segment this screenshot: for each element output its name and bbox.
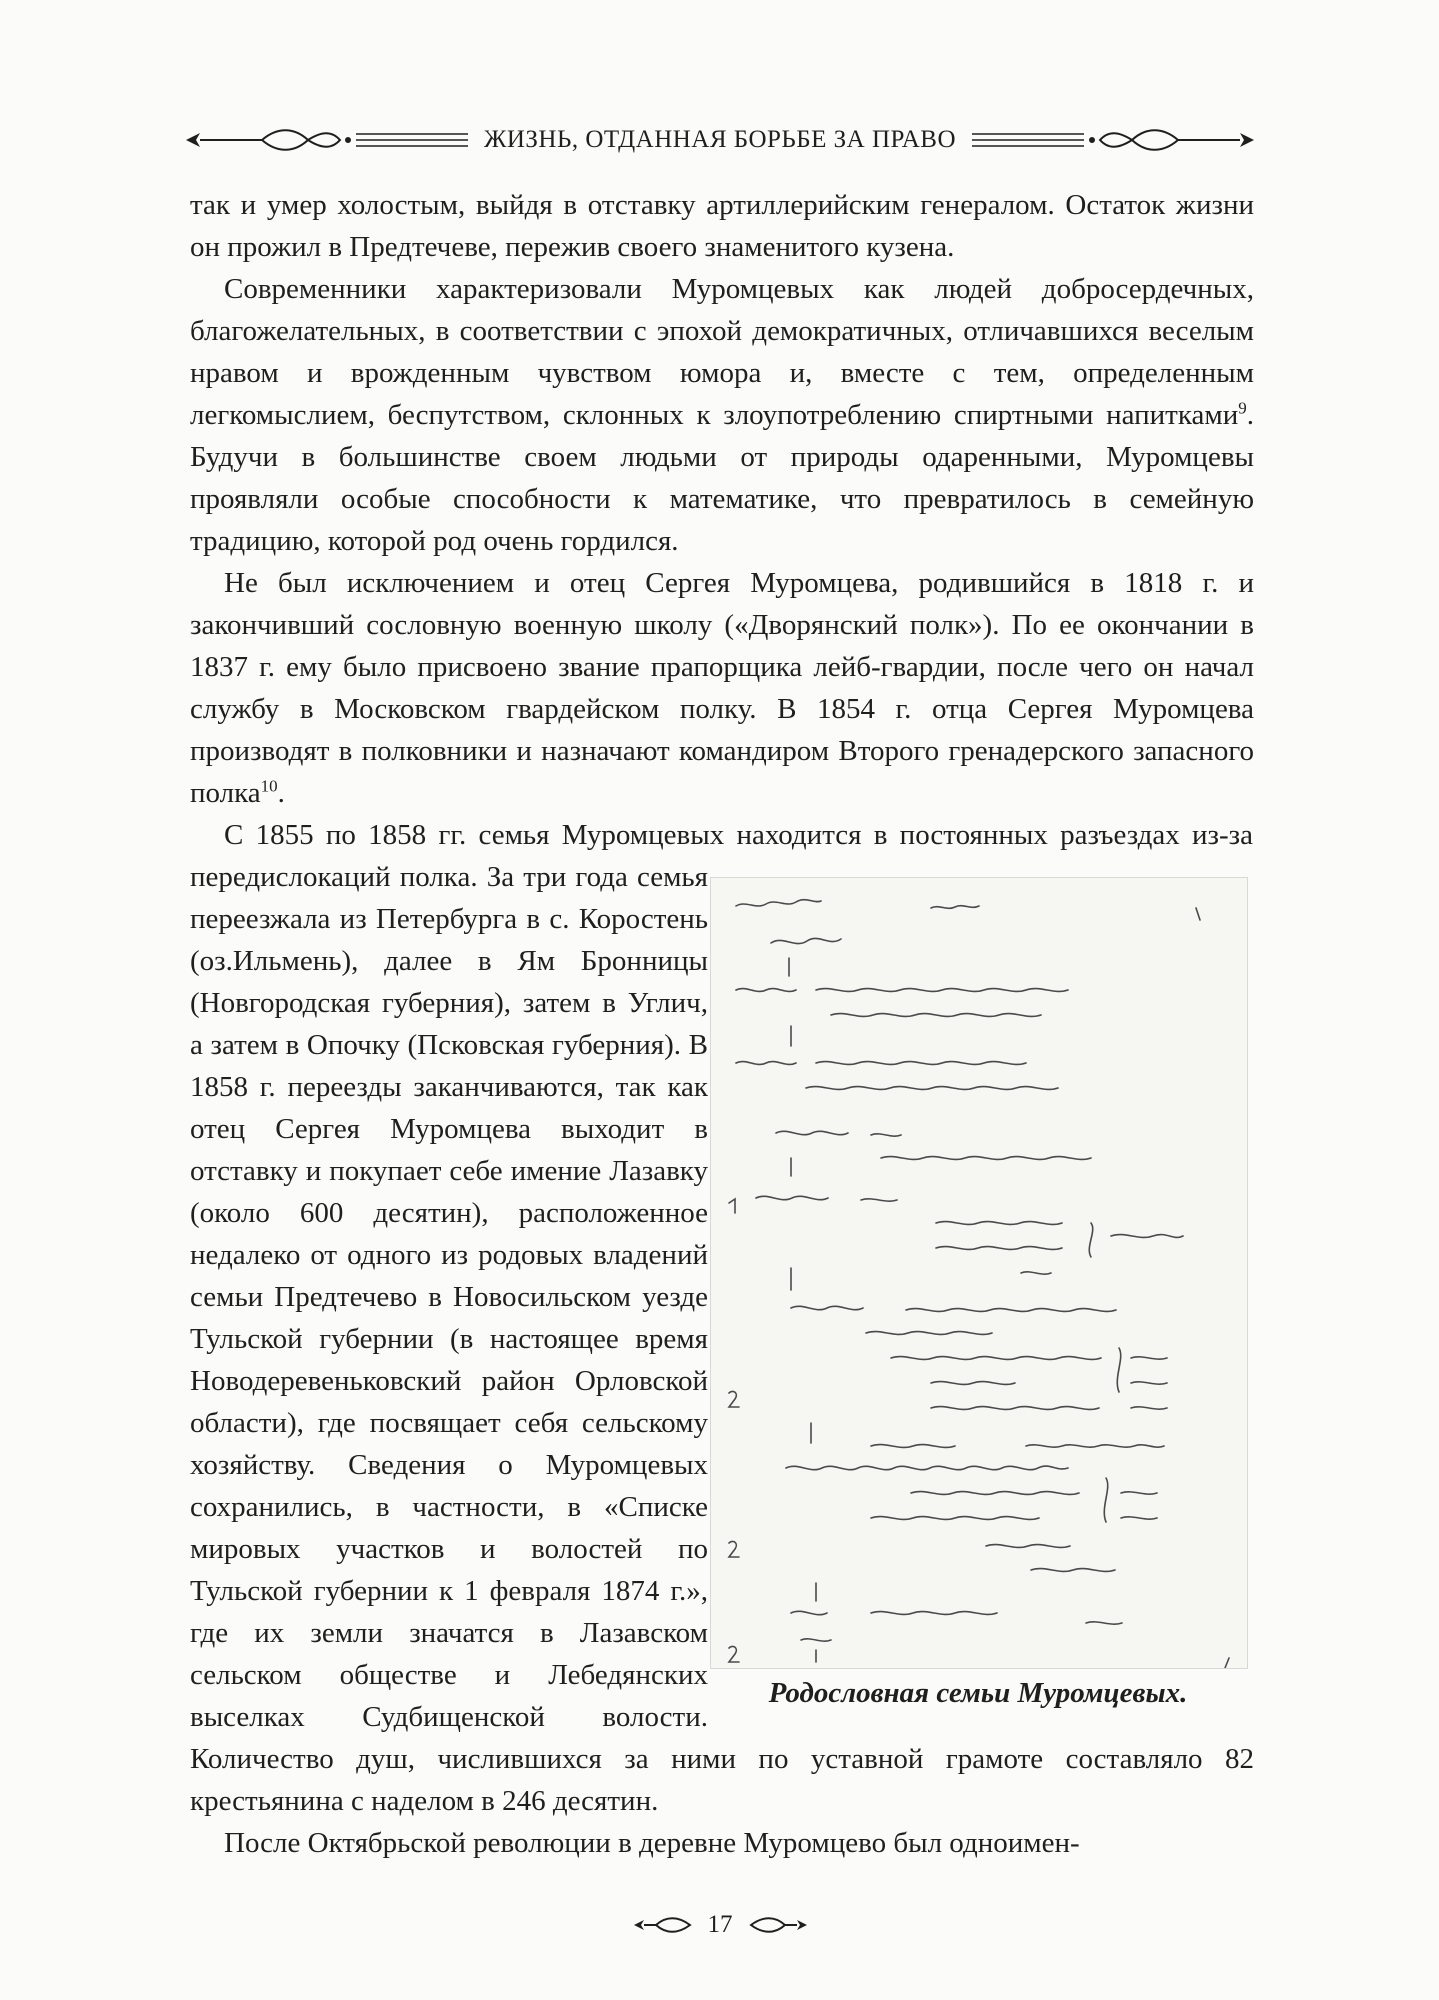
right-footer-ornament-icon <box>747 1913 809 1937</box>
page-number: 17 <box>707 1911 733 1938</box>
body-text <box>190 184 1254 1864</box>
figure-caption: Родословная семьи Муромцевых. <box>768 1677 1188 1709</box>
footnote-ref-9[interactable]: 9 <box>1238 398 1247 418</box>
paragraph-1: так и умер холостым, выйдя в отставку артиллерийским генералом. Остаток жизни он прожил в Предтечеве, пережив своего знаменитого кузена. <box>190 189 1254 263</box>
left-ornament-icon <box>182 123 472 157</box>
page-number-block <box>600 1905 840 1945</box>
right-ornament-icon <box>968 123 1258 157</box>
paragraph-4: С 1855 по 1858 гг. семья Муромцевых находится в постоянных разъездах из-за передислокаций полка. За три года семья переезжала из Петербурга в с. Коростень (оз.Ильмень), далее в Ям Бронницы (Новгородская губерния), затем в Углич, а затем в Опочку (Псковская губерния). В 1858 г. переезды заканчиваются, так как отец Сергея Муромцева выходит в отставку и покупает себе имение Лазавку (около 600 десятин), расположенное недалеко от одного из родовых владений семьи Предтечево в Новосильском уезде Тульской губернии (в настоящее время Новодеревеньковский район Орловской области), где посвящает себя сельскому хозяйству. Сведения о Муромцевых сохранились, в частности, в «Списке мировых участков и волостей по Тульской губернии к 1 февраля 1874 г.», где их земли значатся в Лазавском сельском обществе и Лебедянских выселках Судбищенской волости. Количество душ, числившихся за ними по уставной грамоте составляло 82 крестьянина с наделом в 246 десятин. <box>190 819 1254 1817</box>
figure-wrap-spacer <box>734 877 1254 1707</box>
footnote-ref-10[interactable]: 10 <box>260 776 278 796</box>
paragraph-2: Современники характеризовали Муромцевых как людей добросердечных, благожелательных, в соответствии с эпохой демократичных, отличавшихся веселым нравом и врожденным чувством юмора и, вместе с тем, определенным легкомыслием, беспутством, склонных к злоупотреблению спиртными напитками$^9$. Будучи в большинстве своем людьми от природы одаренными, Муромцевы проявляли особые способности к математике, что превратилось в семейную традицию, которой род очень гордился. <box>190 273 1254 557</box>
figure-wrap-shim <box>1253 814 1254 877</box>
running-title: ЖИЗНЬ, ОТДАННАЯ БОРЬБЕ ЗА ПРАВО <box>483 126 957 153</box>
running-header <box>170 118 1270 162</box>
paragraph-5: После Октябрьской революции в деревне Муромцево был одноимен- <box>224 1827 1080 1859</box>
left-footer-ornament-icon <box>632 1913 694 1937</box>
paragraph-3: Не был исключением и отец Сергея Муромцева, родившийся в 1818 г. и закончивший сословную военную школу («Дворянский полк»). По ее окончании в 1837 г. ему было присвоено звание прапорщика лейб-гвардии, после чего он начал службу в Московском гвардейском полку. В 1854 г. отца Сергея Муромцева производят в полковники и назначают командиром Второго гренадерского запасного полка$^{10}$. <box>190 567 1254 809</box>
